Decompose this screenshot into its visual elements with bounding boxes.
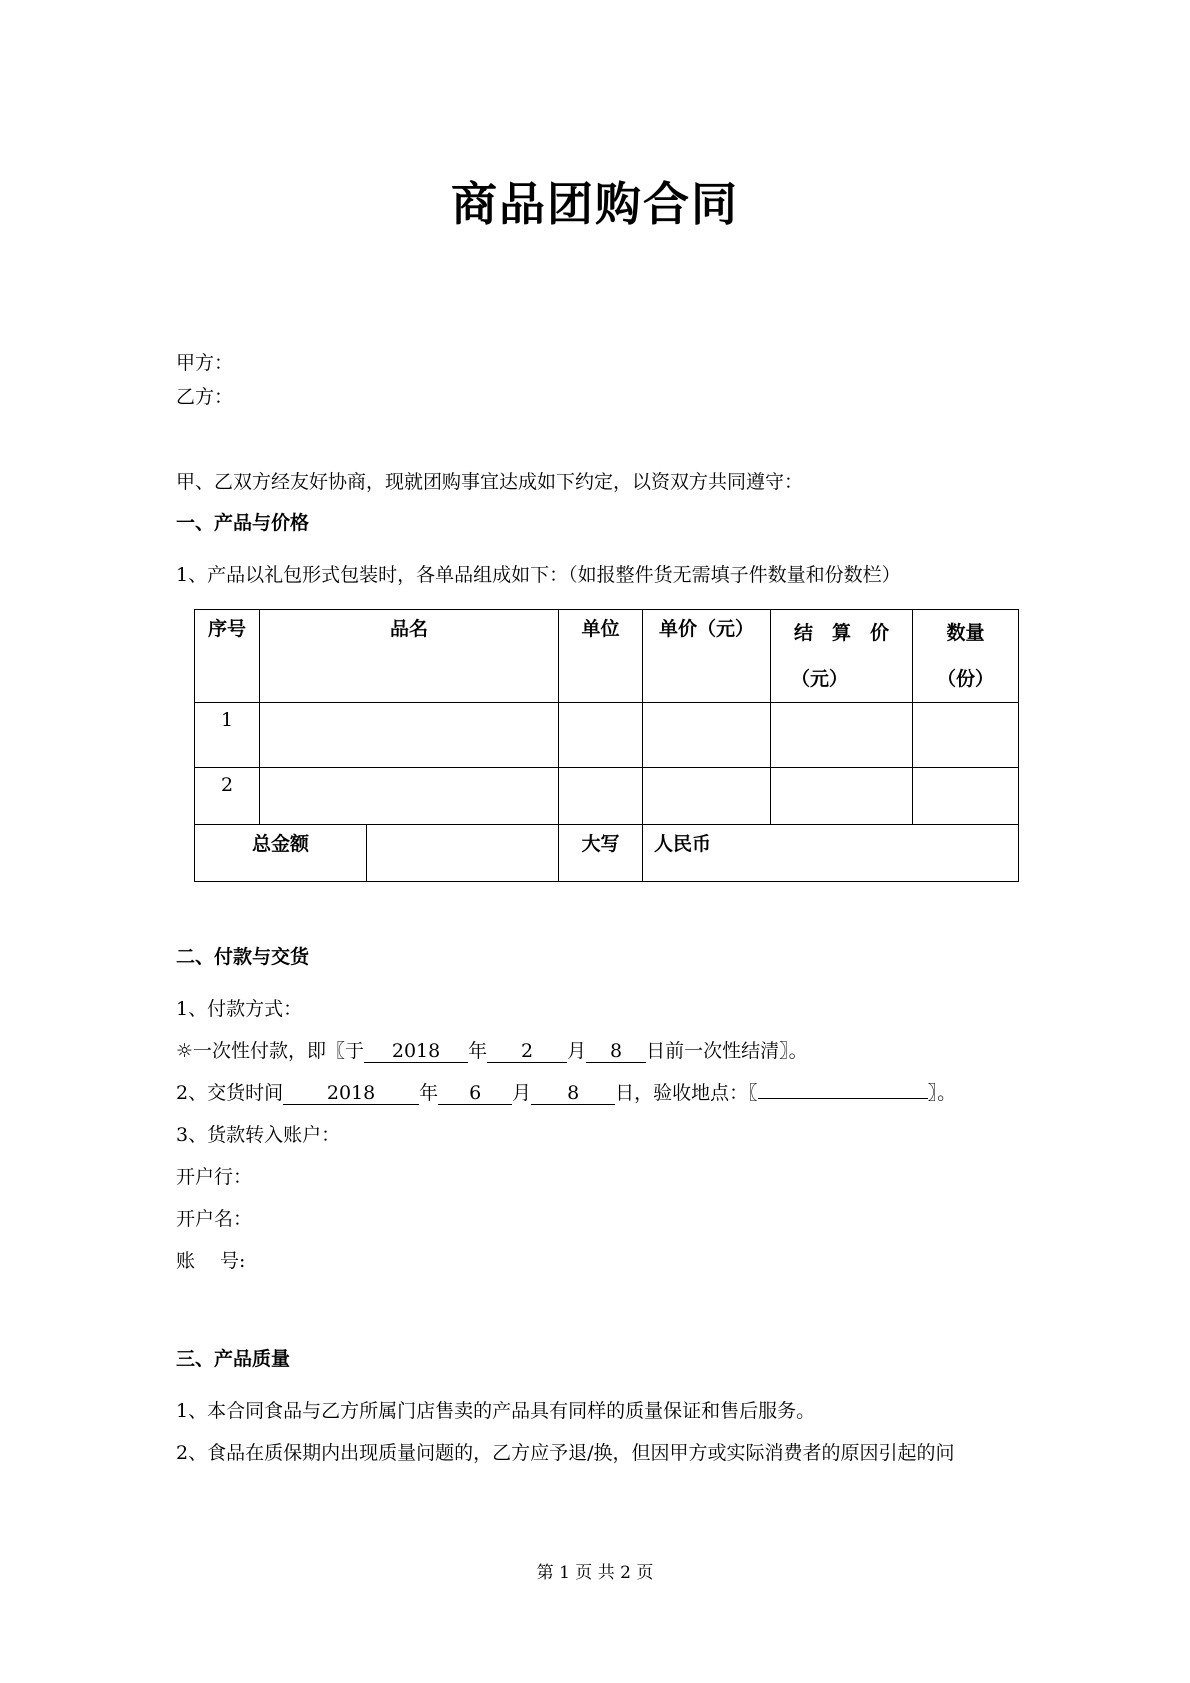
lump-sum-suffix: 日前一次性结清〗。 [646, 1040, 808, 1062]
delivery-month-label: 月 [512, 1082, 532, 1104]
payment-month-label: 月 [567, 1040, 587, 1062]
table-header-row [195, 610, 1019, 703]
row-2-seq: 2 [195, 768, 260, 825]
header-unit-price: 单价（元） [643, 610, 771, 703]
delivery-year-label: 年 [419, 1082, 439, 1104]
delivery-year-field[interactable]: 2018 [283, 1082, 419, 1105]
header-settle-line-2: （元） [791, 668, 849, 690]
row-2-unit-price-cell[interactable] [643, 768, 771, 825]
row-2-settle-cell[interactable] [771, 768, 913, 825]
header-seq: 序号 [195, 610, 260, 703]
party-b-label: 乙方： [176, 386, 234, 408]
row-2-qty-cell[interactable] [913, 768, 1019, 825]
intro-paragraph: 甲、乙双方经友好协商，现就团购事宜达成如下约定，以资双方共同遵守： [176, 471, 804, 493]
section-3-heading: 三、产品质量 [176, 1348, 291, 1370]
lump-sum-payment-line [176, 1036, 808, 1063]
delivery-day-label: 日，验收地点：〖 [615, 1082, 758, 1104]
goods-table [194, 609, 1019, 882]
section-3-item-2: 2、食品在质保期内出现质量问题的，乙方应予退/换，但因甲方或实际消费者的原因引起的问 [176, 1442, 955, 1464]
account-heading: 3、货款转入账户： [176, 1124, 341, 1146]
section-2-heading: 二、付款与交货 [176, 946, 310, 968]
row-1-unit-price-cell[interactable] [643, 703, 771, 768]
payment-day-field[interactable]: 8 [586, 1040, 646, 1063]
row-1-name-cell[interactable] [260, 703, 559, 768]
total-amount-label: 总金额 [195, 825, 367, 882]
total-amount-cell[interactable] [367, 825, 559, 882]
header-settle-line-1: 结 算 价 [793, 622, 889, 644]
capital-label: 大写 [559, 825, 643, 882]
currency-label: 人民币 [643, 825, 1019, 882]
delivery-line [176, 1078, 956, 1105]
delivery-month-field[interactable]: 6 [438, 1082, 512, 1105]
table-total-row [195, 825, 1019, 882]
header-settle-price [771, 610, 913, 703]
row-2-name-cell[interactable] [260, 768, 559, 825]
delivery-prefix: 2、交货时间 [176, 1082, 284, 1104]
bank-label: 开户行： [176, 1166, 253, 1188]
page-footer: 第 1 页 共 2 页 [536, 1563, 654, 1583]
table-row [195, 703, 1019, 768]
table-row [195, 768, 1019, 825]
payment-month-field[interactable]: 2 [487, 1040, 567, 1063]
row-1-settle-cell[interactable] [771, 703, 913, 768]
account-name-label: 开户名： [176, 1208, 253, 1230]
row-1-qty-cell[interactable] [913, 703, 1019, 768]
payment-year-field[interactable]: 2018 [364, 1040, 468, 1063]
delivery-suffix: 〗。 [927, 1082, 957, 1104]
header-qty-line-2: （份） [936, 668, 994, 690]
lump-sum-prefix: 一次性付款，即〖于 [193, 1040, 365, 1062]
sun-icon: ☼ [176, 1040, 194, 1062]
section-1-item-1: 1、产品以礼包形式包装时，各单品组成如下：（如报整件货无需填子件数量和份数栏） [176, 564, 901, 586]
section-1-heading: 一、产品与价格 [176, 512, 310, 534]
header-name: 品名 [260, 610, 559, 703]
document-title: 商品团购合同 [451, 177, 739, 231]
row-1-seq: 1 [195, 703, 260, 768]
payment-method-label: 1、付款方式： [176, 998, 303, 1020]
account-number-label: 账 号: [176, 1250, 246, 1272]
header-unit: 单位 [559, 610, 643, 703]
row-1-unit-cell[interactable] [559, 703, 643, 768]
party-a-label: 甲方： [176, 352, 234, 374]
header-qty-line-1: 数量 [946, 622, 985, 644]
row-2-unit-cell[interactable] [559, 768, 643, 825]
payment-year-label: 年 [468, 1040, 488, 1062]
section-3-item-1: 1、本合同食品与乙方所属门店售卖的产品具有同样的质量保证和售后服务。 [176, 1400, 816, 1422]
header-qty [913, 610, 1019, 703]
inspection-place-field[interactable] [758, 1098, 928, 1099]
delivery-day-field[interactable]: 8 [531, 1082, 615, 1105]
